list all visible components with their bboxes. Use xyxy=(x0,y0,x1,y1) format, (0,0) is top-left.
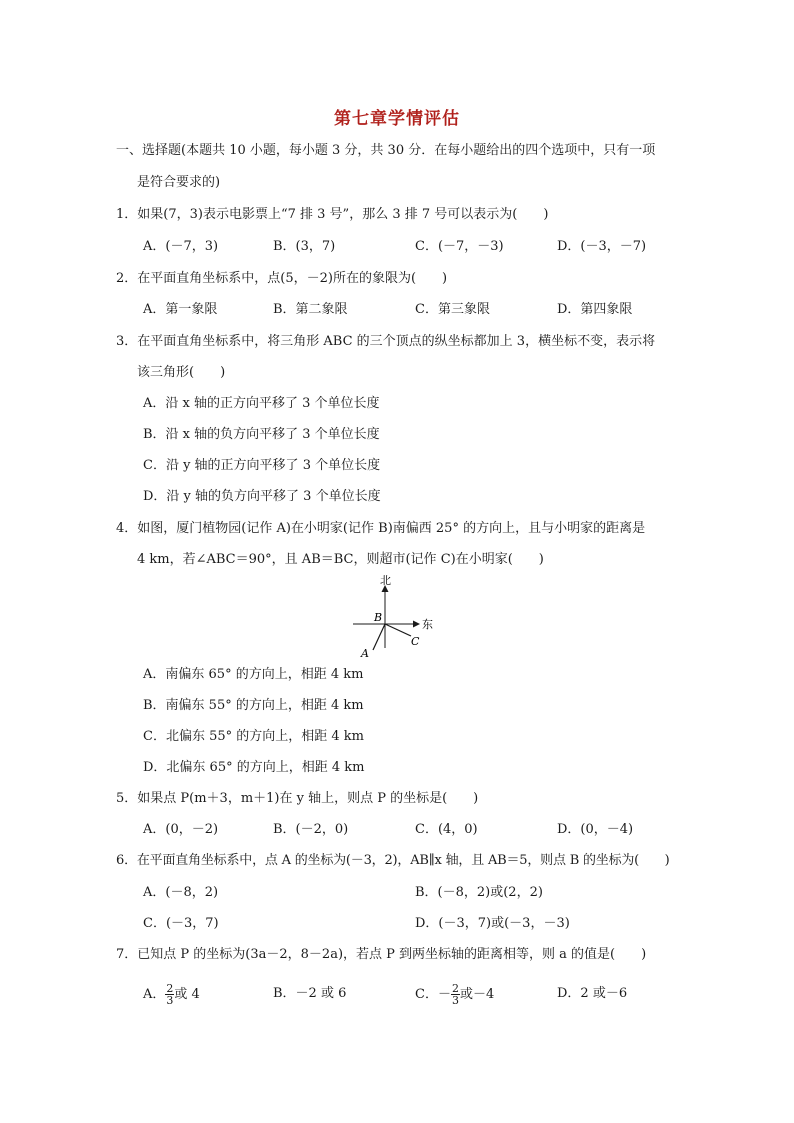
q4-option-a: A．南偏东 65° 的方向上，相距 4 km xyxy=(143,667,364,682)
q6-option-a: A．(－8，2) xyxy=(143,885,219,900)
q1-option-b: B．(3，7) xyxy=(273,239,336,254)
point-a-label: A xyxy=(361,647,369,659)
q4-option-c: C．北偏东 55° 的方向上，相距 4 km xyxy=(143,729,364,744)
east-label: 东 xyxy=(422,618,433,631)
north-label: 北 xyxy=(380,574,391,587)
q2-stem: 2．在平面直角坐标系中，点(5，－2)所在的象限为( ) xyxy=(116,271,448,286)
q5-option-c: C．(4，0) xyxy=(415,822,478,837)
q6-option-b: B．(－8，2)或(2，2) xyxy=(415,885,543,900)
q4-direction-figure xyxy=(345,573,445,659)
q3-option-d: D．沿 y 轴的负方向平移了 3 个单位长度 xyxy=(143,489,381,504)
q7-option-c-fraction xyxy=(451,983,460,1006)
q7-option-c xyxy=(415,983,494,1006)
q5-option-a: A．(0，－2) xyxy=(143,822,219,837)
point-c-label: C xyxy=(411,635,420,648)
q3-option-c: C．沿 y 轴的正方向平移了 3 个单位长度 xyxy=(143,458,381,473)
q7-option-c-suffix: 或－4 xyxy=(459,987,495,1002)
q7-option-a-suffix: 或 4 xyxy=(174,987,200,1002)
q3-stem-line1: 3．在平面直角坐标系中，将三角形 ABC 的三个顶点的纵坐标都加上 3，横坐标不变，表示将 xyxy=(116,334,656,349)
q5-option-d: D．(0，－4) xyxy=(557,822,634,837)
q4-option-d: D．北偏东 65° 的方向上，相距 4 km xyxy=(143,760,365,775)
point-b-label: B xyxy=(374,611,383,624)
q7-option-a-numerator: 2 xyxy=(166,982,174,995)
q4-option-b: B．南偏东 55° 的方向上，相距 4 km xyxy=(143,698,364,713)
segment-bc xyxy=(385,624,411,636)
q3-option-a: A．沿 x 轴的正方向平移了 3 个单位长度 xyxy=(143,396,380,411)
section-instruction-line2: 是符合要求的) xyxy=(137,175,221,190)
q6-stem: 6．在平面直角坐标系中，点 A 的坐标为(－3，2)，AB∥x 轴，且 AB＝5，则点 B 的坐标为( ) xyxy=(116,853,670,868)
q6-option-d: D．(－3，7)或(－3，－3) xyxy=(415,916,570,931)
q1-option-d: D．(－3，－7) xyxy=(557,239,647,254)
q3-option-b: B．沿 x 轴的负方向平移了 3 个单位长度 xyxy=(143,427,380,442)
q2-option-c: C．第三象限 xyxy=(415,302,490,317)
page-title: 第七章学情评估 xyxy=(334,109,460,129)
q7-option-c-prefix: C．－ xyxy=(415,987,451,1002)
q7-option-a-prefix: A． xyxy=(143,987,166,1002)
q3-stem-line2: 该三角形( ) xyxy=(137,365,226,380)
q2-option-a: A．第一象限 xyxy=(143,302,218,317)
q7-option-b: B．－2 或 6 xyxy=(273,986,347,1001)
q6-option-c: C．(－3，7) xyxy=(143,916,219,931)
q7-stem: 7．已知点 P 的坐标为(3a－2，8－2a)，若点 P 到两坐标轴的距离相等，则 a 的值是( ) xyxy=(116,947,647,962)
q7-option-c-numerator: 2 xyxy=(451,982,459,995)
q7-option-a-denominator: 3 xyxy=(166,994,174,1007)
q5-option-b: B．(－2，0) xyxy=(273,822,349,837)
q1-stem: 1．如果(7，3)表示电影票上“7 排 3 号”，那么 3 排 7 号可以表示为( ) xyxy=(116,207,549,222)
q1-option-a: A．(－7，3) xyxy=(143,239,219,254)
q2-option-d: D．第四象限 xyxy=(557,302,633,317)
q5-stem: 5．如果点 P(m＋3，m＋1)在 y 轴上，则点 P 的坐标是( ) xyxy=(116,791,479,806)
q7-option-d: D．2 或－6 xyxy=(557,986,628,1001)
segment-ba xyxy=(373,624,385,650)
q2-option-b: B．第二象限 xyxy=(273,302,348,317)
q4-stem-line2: 4 km，若∠ABC＝90°，且 AB＝BC，则超市(记作 C)在小明家( ) xyxy=(137,552,544,567)
section-instruction-line1: 一、选择题(本题共 10 小题，每小题 3 分，共 30 分．在每小题给出的四个选项中，只有一项 xyxy=(116,143,656,158)
q4-stem-line1: 4．如图，厦门植物园(记作 A)在小明家(记作 B)南偏西 25° 的方向上，且与小明家的距离是 xyxy=(116,521,646,536)
q7-option-a xyxy=(143,983,200,1006)
q7-option-c-denominator: 3 xyxy=(451,994,459,1007)
q1-option-c: C．(－7，－3) xyxy=(415,239,504,254)
